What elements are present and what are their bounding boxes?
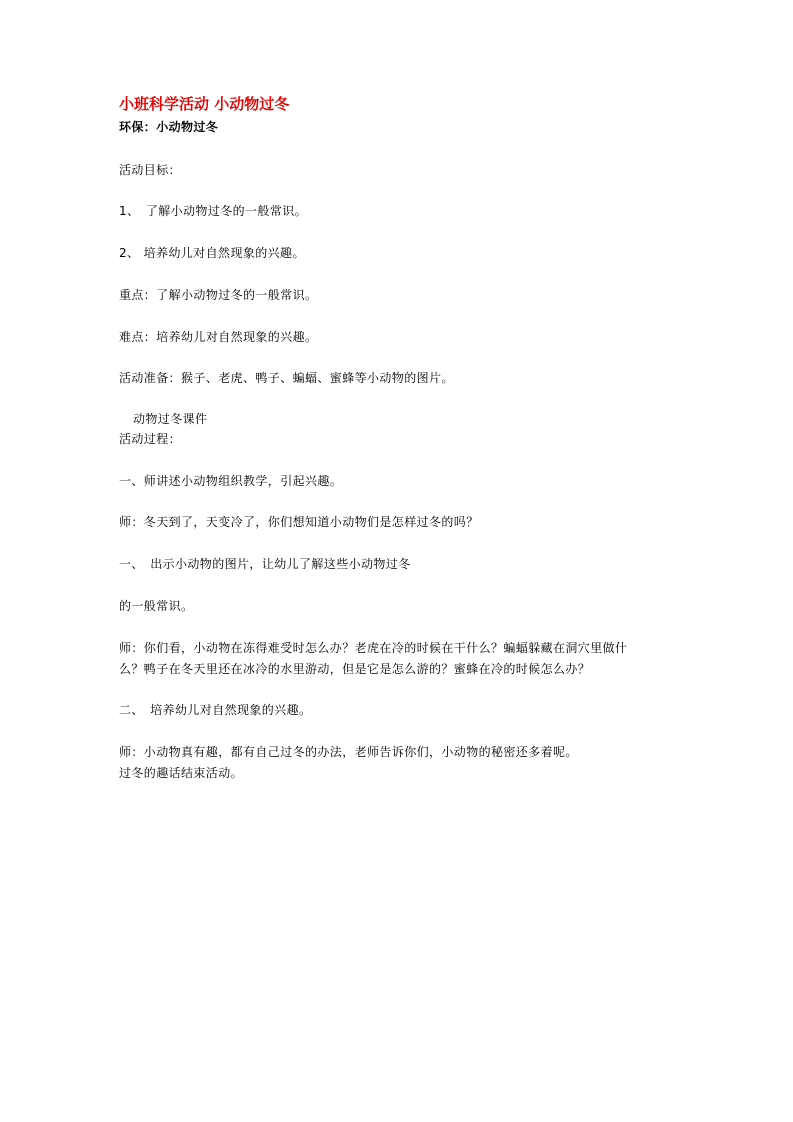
preparation: 活动准备：猴子、老虎、鸭子、蝙蝠、蜜蜂等小动物的图片。 — [119, 371, 454, 385]
process-step-3: 二、 培养幼儿对自然现象的兴趣。 — [119, 703, 312, 717]
goals-heading: 活动目标： — [119, 163, 182, 177]
teacher-line-3: 师：小动物真有趣，都有自己过冬的办法，老师告诉你们，小动物的秘密还多着呢。 — [119, 745, 578, 759]
teacher-line-2a: 师：你们看，小动物在冻得难受时怎么办？老虎在冷的时候在干什么？蝙蝠躲藏在洞穴里做什 — [119, 641, 628, 655]
process-heading: 活动过程： — [119, 432, 182, 446]
teacher-line-1: 师：冬天到了，天变冷了，你们想知道小动物们是怎样过冬的吗？ — [119, 515, 479, 529]
goal-item-1: 1、 了解小动物过冬的一般常识。 — [119, 204, 308, 218]
courseware: 动物过冬课件 — [133, 412, 208, 426]
goal-item-2: 2、 培养幼儿对自然现象的兴趣。 — [119, 246, 305, 260]
closing-line: 过冬的趣话结束活动。 — [119, 766, 244, 780]
process-step-2-line-1: 一、 出示小动物的图片，让幼儿了解这些小动物过冬 — [119, 557, 411, 571]
document-title: 小班科学活动 小动物过冬 — [119, 95, 290, 113]
process-step-1: 一、师讲述小动物组织教学，引起兴趣。 — [119, 474, 343, 488]
document-subtitle: 环保：小动物过冬 — [119, 120, 219, 134]
key-point: 重点：了解小动物过冬的一般常识。 — [119, 288, 318, 302]
difficulty-point: 难点：培养幼儿对自然现象的兴趣。 — [119, 330, 318, 344]
process-step-2-line-2: 的一般常识。 — [119, 599, 194, 613]
teacher-line-2b: 么？鸭子在冬天里还在冰冷的水里游动，但是它是怎么游的？蜜蜂在冷的时候怎么办？ — [119, 662, 591, 676]
